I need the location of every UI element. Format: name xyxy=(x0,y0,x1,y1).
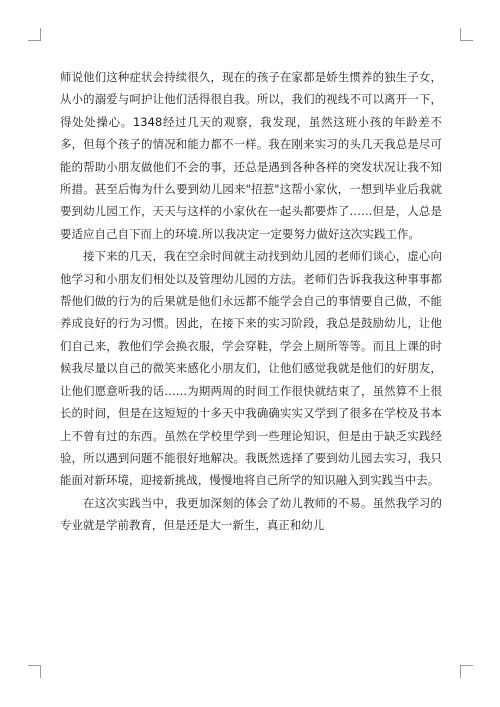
crop-mark-top-left xyxy=(28,28,41,41)
crop-mark-top-right xyxy=(460,28,473,41)
paragraph-3: 在这次实践当中，我更加深刻的体会了幼儿教师的不易。虽然我学习的专业就是学前教育，但是还是大一新生，真正和幼儿 xyxy=(60,495,442,533)
crop-mark-bottom-left xyxy=(28,665,41,678)
document-body xyxy=(60,66,442,537)
crop-mark-bottom-right xyxy=(460,665,473,678)
paragraph-1: 师说他们这种症状会持续很久，现在的孩子在家都是娇生惯养的独生子女，从小的溺爱与呵护让他们活得很自我。所以，我们的视线不可以离开一下，得处处操心。1348经过几天的观察，我发现，虽然这班小孩的年龄差不多，但每个孩子的情况和能力都不一样。我在刚来实习的头几天我总是尽可能的帮助小朋友做他们不会的事，还总是遇到各种各样的突发状况让我不知所措。甚至后悔为什么要到幼儿园来"招惹"这帮小家伙，一想到毕业后我就要到幼儿园工作，天天与这样的小家伙在一起头都要炸了……但是，人总是要适应自己自下而上的环境.所以我决定一定要努力做好这次实践工作。 xyxy=(60,70,442,241)
paragraph-2: 接下来的几天，我在空余时间就主动找到幼儿园的老师们谈心，虚心向他学习和小朋友们相处以及管理幼儿园的方法。老师们告诉我我这种事事都帮他们做的行为的后果就是他们永远都不能学会自己的事情要自己做，不能养成良好的行为习惯。因此，在接下来的实习阶段，我总是鼓励幼儿，让他们自己来，教他们学会换衣服，学会穿鞋，学会上厕所等等。而且上课的时候我尽量以自己的微笑来感化小朋友们，让他们感觉我就是他们的好朋友，让他们愿意听我的话……为期两周的时间工作很快就结束了，虽然算不上很长的时间，但是在这短短的十多天中我确确实实又学到了很多在学校及书本上不曾有过的东西。虽然在学校里学到一些理论知识，但是由于缺乏实践经验，所以遇到问题不能很好地解决。我既然选择了要到幼儿园去实习，我只能面对新环境，迎接新挑战，慢慢地将自己所学的知识融入到实践当中去。 xyxy=(60,249,442,488)
